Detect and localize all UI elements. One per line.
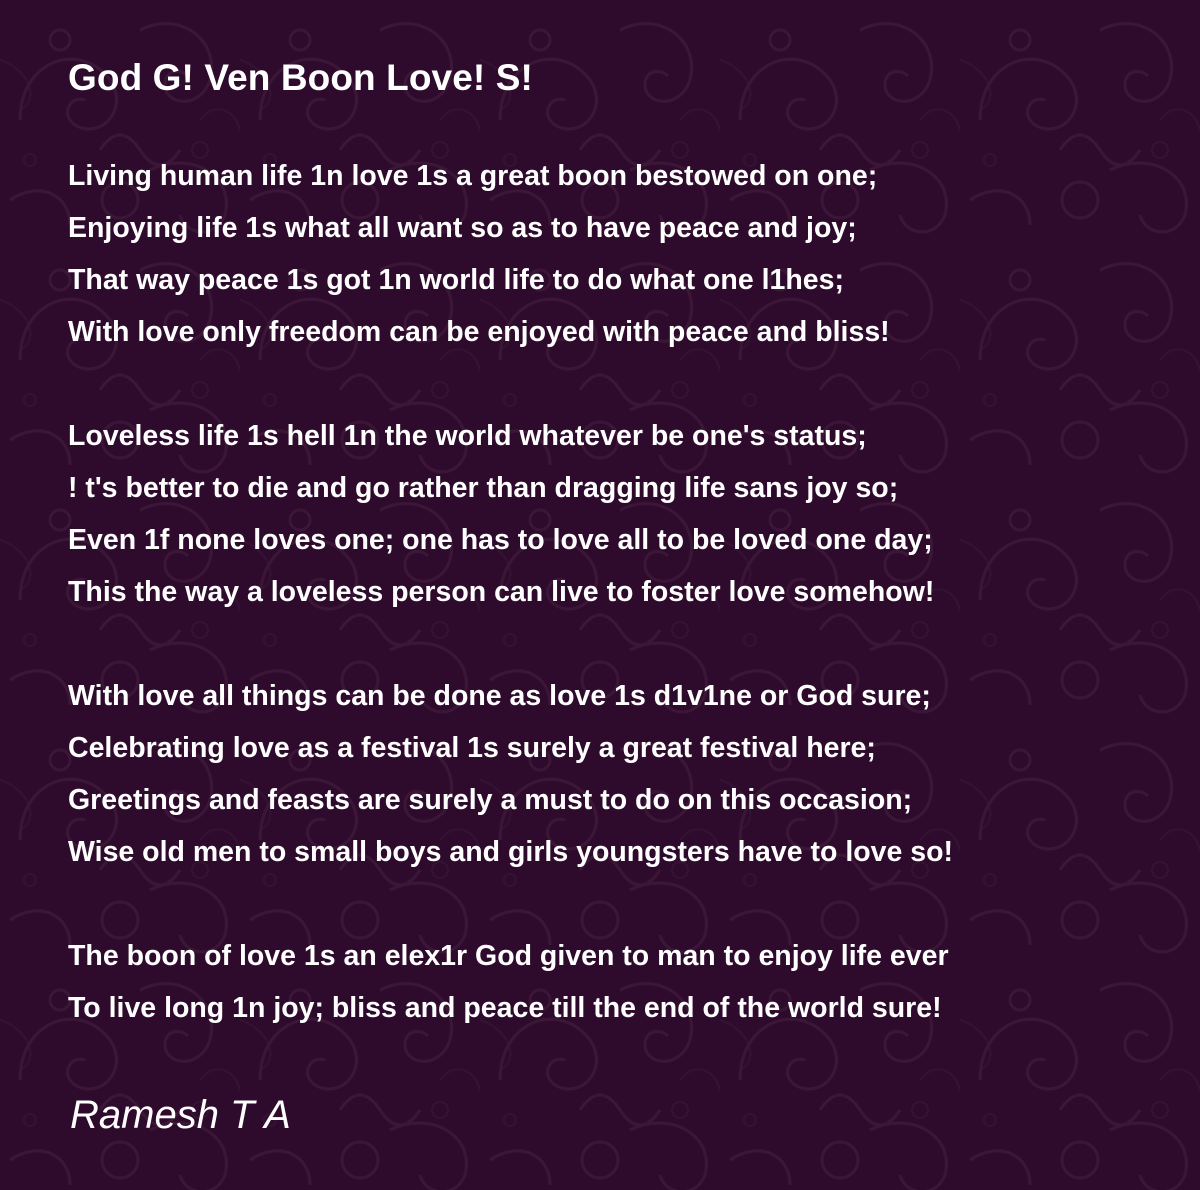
poem-author: Ramesh T A xyxy=(70,1093,291,1137)
poem-line: With love all things can be done as love 1s d1v1ne or God sure; xyxy=(68,680,931,712)
poem-title: God G! Ven Boon Love! S! xyxy=(68,57,533,98)
poem-line: With love only freedom can be enjoyed with peace and bliss! xyxy=(68,316,890,348)
poem-body xyxy=(68,150,1168,1086)
poem-line: Loveless life 1s hell 1n the world whatever be one's status; xyxy=(68,420,867,452)
poem-line: Even 1f none loves one; one has to love all to be loved one day; xyxy=(68,524,933,556)
poem-line: The boon of love 1s an elex1r God given to man to enjoy life ever xyxy=(68,940,949,972)
poem-line: Wise old men to small boys and girls youngsters have to love so! xyxy=(68,836,954,868)
poem-line: Celebrating love as a festival 1s surely a great festival here; xyxy=(68,732,876,764)
stanza-1 xyxy=(68,150,1168,358)
poem-line: Living human life 1n love 1s a great boon bestowed on one; xyxy=(68,160,878,192)
poem-line: To live long 1n joy; bliss and peace till the end of the world sure! xyxy=(68,992,942,1024)
poem-line: ! t's better to die and go rather than dragging life sans joy so; xyxy=(68,472,899,504)
stanza-2 xyxy=(68,410,1168,618)
poem-line: That way peace 1s got 1n world life to do what one l1hes; xyxy=(68,264,844,296)
poem-line: Enjoying life 1s what all want so as to have peace and joy; xyxy=(68,212,857,244)
stanza-3 xyxy=(68,670,1168,878)
poem-line: Greetings and feasts are surely a must to do on this occasion; xyxy=(68,784,913,816)
stanza-4 xyxy=(68,930,1168,1034)
poem-line: This the way a loveless person can live to foster love somehow! xyxy=(68,576,935,608)
